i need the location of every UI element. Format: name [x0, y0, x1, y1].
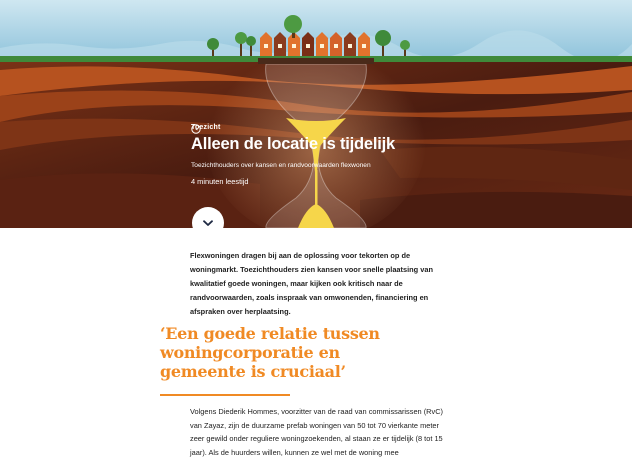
article-subtitle: Toezichthouders over kansen en randvoorwaarden flexwonen [191, 162, 371, 169]
clock-icon [191, 124, 201, 134]
article-category: Toezicht [191, 124, 221, 131]
pull-quote: ‘Een goede relatie tussen woningcorporatie en gemeente is cruciaal’ [160, 324, 380, 381]
scroll-down-button[interactable] [192, 207, 224, 239]
hero-text-block [191, 124, 395, 186]
hero-banner [0, 0, 632, 228]
read-time-label: 4 minuten leestijd [191, 177, 249, 186]
quote-divider [160, 394, 290, 396]
article-body: Volgens Diederik Hommes, voorzitter van de raad van commissarissen (RvC) van Zayaz, zijn de duurzame prefab woningen van 50 tot 70 vierkante meter zeer gewild onder reguliere woningzoekenden, al staan ze er tijdelijk (8 tot 15 jaar). Als de huurders willen, kunnen ze wel met de woning mee [190, 407, 444, 457]
read-time [191, 177, 395, 186]
chevron-down-icon [203, 220, 213, 227]
hero-illustration [0, 0, 632, 228]
article-title: Alleen de locatie is tijdelijk [191, 135, 395, 153]
article-intro: Flexwoningen dragen bij aan de oplossing voor tekorten op de woningmarkt. Toezichthouders zien kansen voor snelle plaatsing van kwalitatief goede woningen, maar kijken ook kritisch naar de randvoorwaarden, zoals inspraak van omwonenden, financiering en afspraken over herplaatsing. [190, 251, 433, 316]
